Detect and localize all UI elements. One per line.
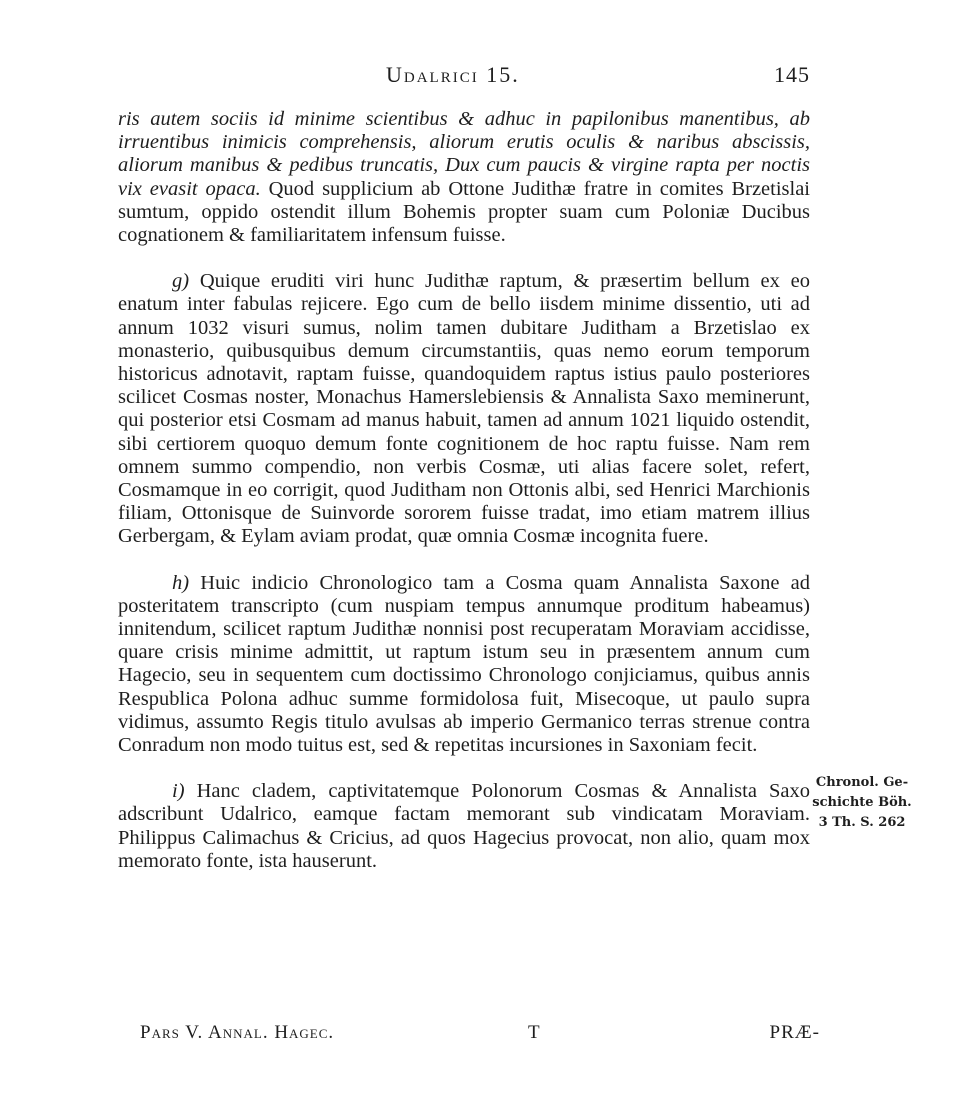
signature-mark: T: [528, 1022, 540, 1043]
note-g: [118, 270, 810, 548]
page-header: [118, 62, 810, 92]
page-number: 145: [774, 62, 810, 87]
footer-title: Pars V. Annal. Hagec.: [140, 1022, 335, 1043]
quoted-passage: ris autem sociis id minime scientibus & adhuc in papilonibus manentibus, ab irruentibus inimicis comprehensis, aliorum erutis oculis & naribus abscissis, aliorum manibus & pedibus truncatis, Dux cum paucis & virgine rapta per noctis vix evasit opaca.: [118, 108, 810, 200]
note-i: [118, 780, 810, 873]
note-marker: i): [172, 780, 185, 803]
marginal-note-line: 3 Th. S. 262: [818, 815, 906, 830]
note-text: Huic indicio Chronologico tam a Cosma quam Annalista Saxone ad posteritatem transcripto (cum nuspiam tempus annumque proditum habeamus) innitendum, scilicet raptum Judithæ nonnisi post recuperatam Moraviam accidisse, quare crisis minime admittit, ut raptum istum seu in præsentem annum cum Hagecio, seu in sequentem cum doctissimo Chronologo conjiciamus, quibus annis Respublica Polona adhuc summe formidolosa fuit, Misecoque, ut paulo supra vidimus, assumto Regis titulo avulsas ab imperio Germanico terras strenue contra Conradum non modo tuitus est, sed & repetitas incursiones in Saxoniam fecit.: [118, 571, 810, 757]
note-marker: g): [172, 270, 190, 293]
note-text: Quique eruditi viri hunc Judithæ raptum, & præsertim bellum ex eo enatum inter fabulas rejicere. Ego cum de bello iisdem minime dissentio, uti ad annum 1032 visuri sumus, nolim tamen dubitare Juditham a Brzetislao ex monasterio, quibusquibus demum circumstantiis, quas nemo eorum temporum historicus adnotavit, raptam fuisse, quandoquidem raptus istius paulo posteriores scilicet Cosmas noster, Monachus Hamerslebiensis & Annalista Saxo meminerunt, qui posterior etsi Cosmam ad manus habuit, tamen ad annum 1021 liquido ostendit, sibi certiorem quoquo demum fonte cognitionem de hoc raptu fuisse. Nam rem omnem summo compendio, non verbis Cosmæ, uti alias facere solet, refert, Cosmamque in eo corrigit, quod Juditham non Ottonis albi, sed Henrici Marchionis filiam, Ottonisque de Suinvorde sororem fuisse tradat, imo etiam matrem illius Gerbergam, & Eylam aviam prodat, quæ omnia Cosmæ incognita fuere.: [118, 270, 811, 548]
paragraph-continuation: [118, 108, 810, 247]
note-marker: h): [172, 571, 190, 594]
page-footer: [140, 1022, 820, 1052]
page-body: [118, 108, 810, 896]
note-h: [118, 572, 810, 758]
marginal-note-line: schichte Böh.: [812, 795, 912, 810]
note-text: Hanc cladem, captivitatemque Polonorum Cosmas & Annalista Saxo adscribunt Udalrico, eamque factam memorant sub vindicatam Moraviam. Philippus Calimachus & Cricius, ad quos Hagecius provocat, non alio, quam mox memorato fonte, ista hauserunt.: [118, 780, 811, 872]
running-head: Udalrici 15.: [386, 62, 520, 87]
catchword: PRÆ-: [769, 1022, 820, 1043]
marginal-note: [812, 773, 912, 833]
marginal-note-line: Chronol. Ge-: [815, 775, 909, 790]
commentary-text: Quod supplicium ab Ottone Judithæ fratre in comites Brzetislai sumtum, oppido ostendit illum Bohemis propter suam cum Poloniæ Ducibus cognationem & familiaritatem infensum fuisse.: [118, 177, 810, 247]
